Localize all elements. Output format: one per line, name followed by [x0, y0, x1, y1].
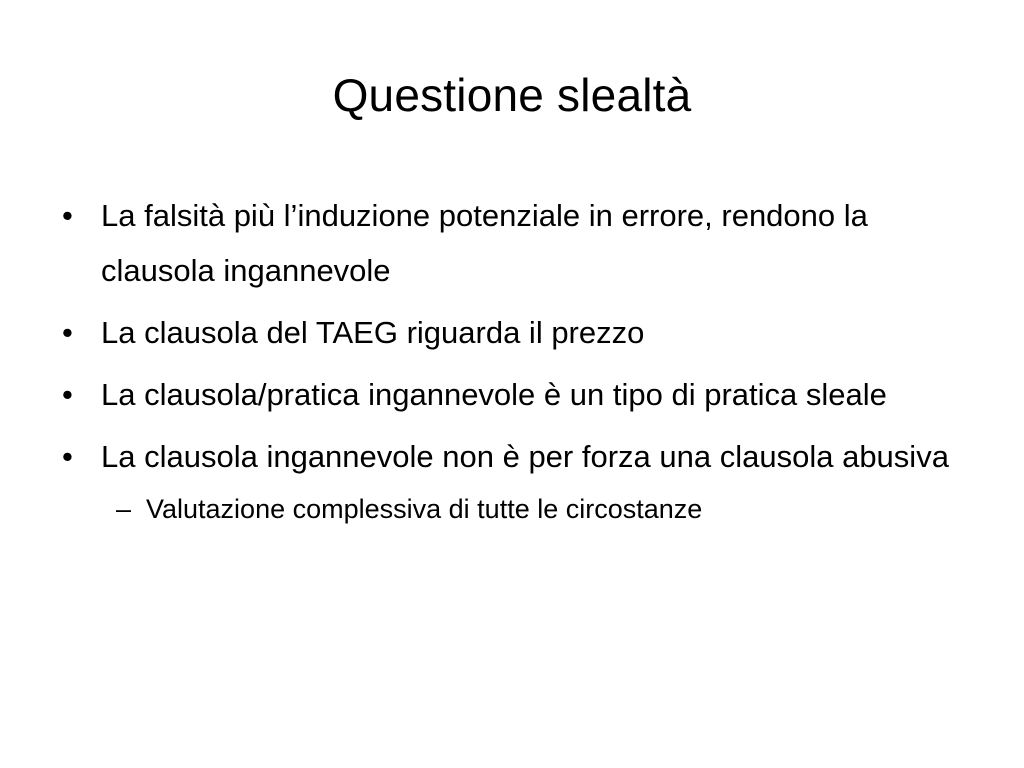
bullet-item	[58, 429, 958, 484]
sub-bullet-item	[58, 489, 958, 529]
slide-title: Questione slealtà	[332, 69, 692, 121]
bullet-item	[58, 305, 958, 360]
bullet-marker: •	[62, 439, 73, 474]
bullet-item	[58, 367, 958, 422]
bullet-marker: •	[62, 198, 73, 233]
bullet-item	[58, 188, 958, 298]
bullet-text: La falsità più l’induzione potenziale in errore, rendono la clausola ingannevole	[101, 198, 868, 288]
sub-bullet-marker: –	[116, 494, 132, 524]
bullet-marker: •	[62, 315, 73, 350]
bullet-text: La clausola del TAEG riguarda il prezzo	[101, 315, 645, 350]
bullet-text: La clausola/pratica ingannevole è un tipo di pratica sleale	[101, 377, 887, 412]
bullet-text: La clausola ingannevole non è per forza una clausola abusiva	[101, 439, 949, 474]
bullet-marker: •	[62, 377, 73, 412]
slide-body	[58, 188, 958, 529]
sub-bullet-text: Valutazione complessiva di tutte le circostanze	[146, 494, 703, 524]
